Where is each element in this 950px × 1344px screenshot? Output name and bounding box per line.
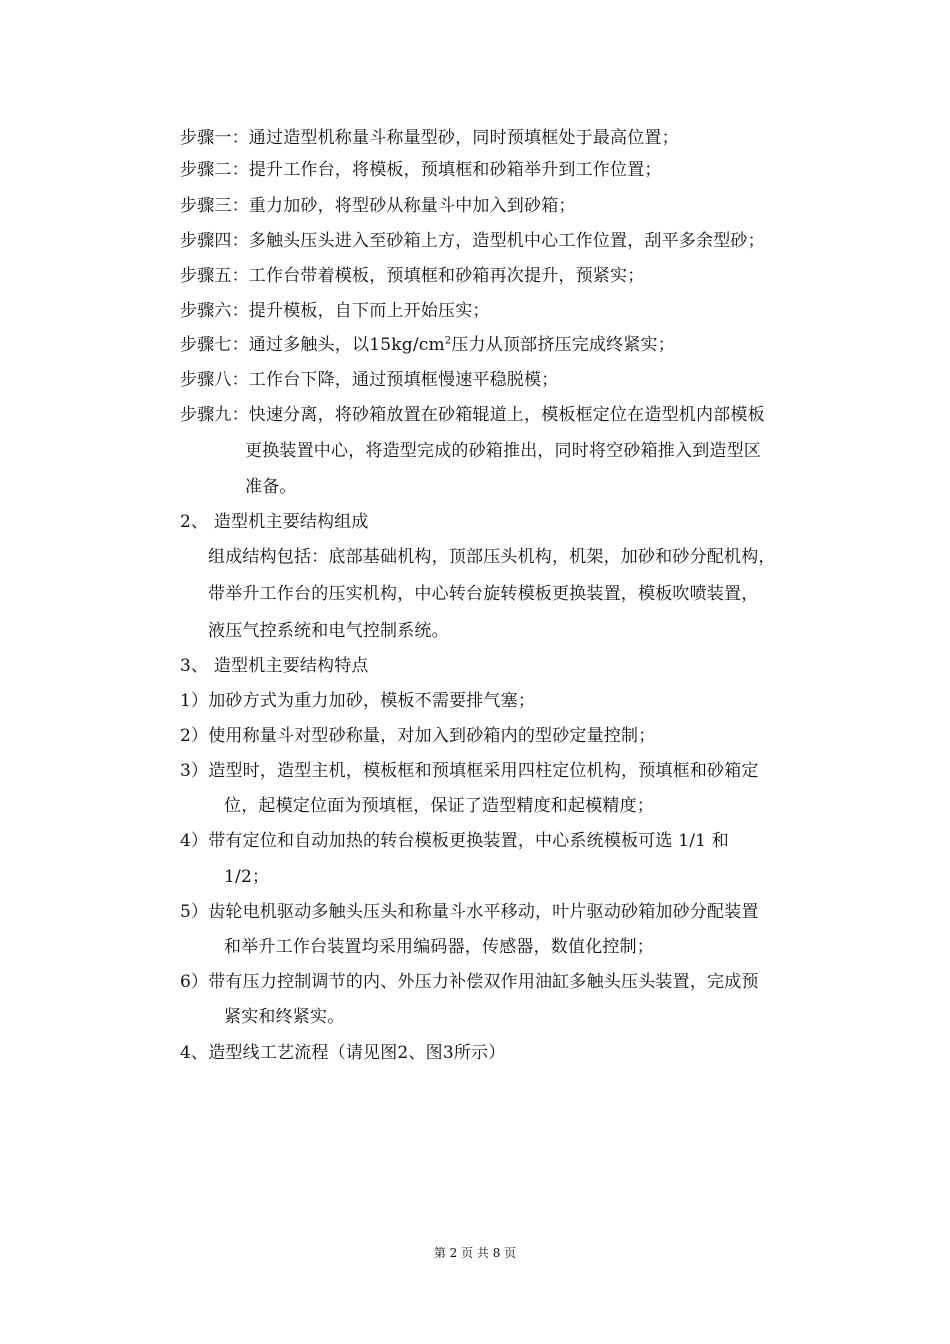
step-9: 步骤九：快速分离，将砂箱放置在砂箱辊道上，模板框定位在造型机内部模板: [180, 405, 765, 425]
step-5: 步骤五：工作台带着模板，预填框和砂箱再次提升，预紧实；: [180, 266, 645, 286]
section-4-heading: 4、造型线工艺流程（请见图2、图3所示）: [180, 1043, 506, 1063]
step-1: 步骤一：通过造型机称量斗称量型砂，同时预填框处于最高位置；: [180, 128, 679, 148]
step-4: 步骤四：多触头压头进入至砂箱上方，造型机中心工作位置，刮平多余型砂；: [180, 231, 765, 251]
section-2-heading: 2、 造型机主要结构组成: [180, 512, 369, 532]
section-2-line-2: 带举升工作台的压实机构，中心转台旋转模板更换装置，模板吹喷装置，: [208, 584, 759, 604]
feature-1: 1）加砂方式为重力加砂，模板不需要排气塞；: [180, 691, 536, 711]
step-9-cont-2: 准备。: [245, 477, 297, 497]
step-3: 步骤三：重力加砂，将型砂从称量斗中加入到砂箱；: [180, 196, 576, 216]
feature-2: 2）使用称量斗对型砂称量，对加入到砂箱内的型砂定量控制；: [180, 726, 656, 746]
feature-3: 3）造型时，造型主机，模板框和预填框采用四柱定位机构，预填框和砂箱定: [180, 761, 759, 781]
step-9-cont-1: 更换装置中心，将造型完成的砂箱推出，同时将空砂箱推入到造型区: [245, 441, 761, 461]
feature-3-cont: 位，起模定位面为预填框，保证了造型精度和起模精度；: [224, 796, 654, 816]
feature-6-cont: 紧实和终紧实。: [224, 1007, 345, 1027]
feature-4-cont: 1/2；: [224, 867, 270, 887]
page-number-footer: 第 2 页 共 8 页: [433, 1246, 517, 1260]
section-2-line-1: 组成结构包括：底部基础机构，顶部压头机构，机架，加砂和砂分配机构，: [208, 547, 776, 567]
step-7: [180, 334, 675, 356]
feature-6: 6）带有压力控制调节的内、外压力补偿双作用油缸多触头压头装置，完成预: [180, 972, 759, 992]
section-2-line-3: 液压气控系统和电气控制系统。: [208, 621, 449, 641]
section-3-heading: 3、 造型机主要结构特点: [180, 656, 369, 676]
step-2: 步骤二：提升工作台，将模板，预填框和砂箱举升到工作位置；: [180, 160, 662, 180]
step-7-head: 步骤七：通过多触头，以15kg/cm: [180, 335, 445, 355]
feature-5-cont: 和举升工作台装置均采用编码器，传感器，数值化控制；: [224, 937, 654, 957]
feature-4: 4）带有定位和自动加热的转台模板更换装置，中心系统模板可选 1/1 和: [180, 831, 729, 851]
step-8: 步骤八：工作台下降，通过预填框慢速平稳脱模；: [180, 370, 559, 390]
feature-5: 5）齿轮电机驱动多触头压头和称量斗水平移动，叶片驱动砂箱加砂分配装置: [180, 902, 759, 922]
step-7-superscript: 2: [444, 335, 452, 347]
step-6: 步骤六：提升模板，自下而上开始压实；: [180, 301, 490, 321]
step-7-tail: 压力从顶部挤压完成终紧实；: [451, 335, 675, 355]
